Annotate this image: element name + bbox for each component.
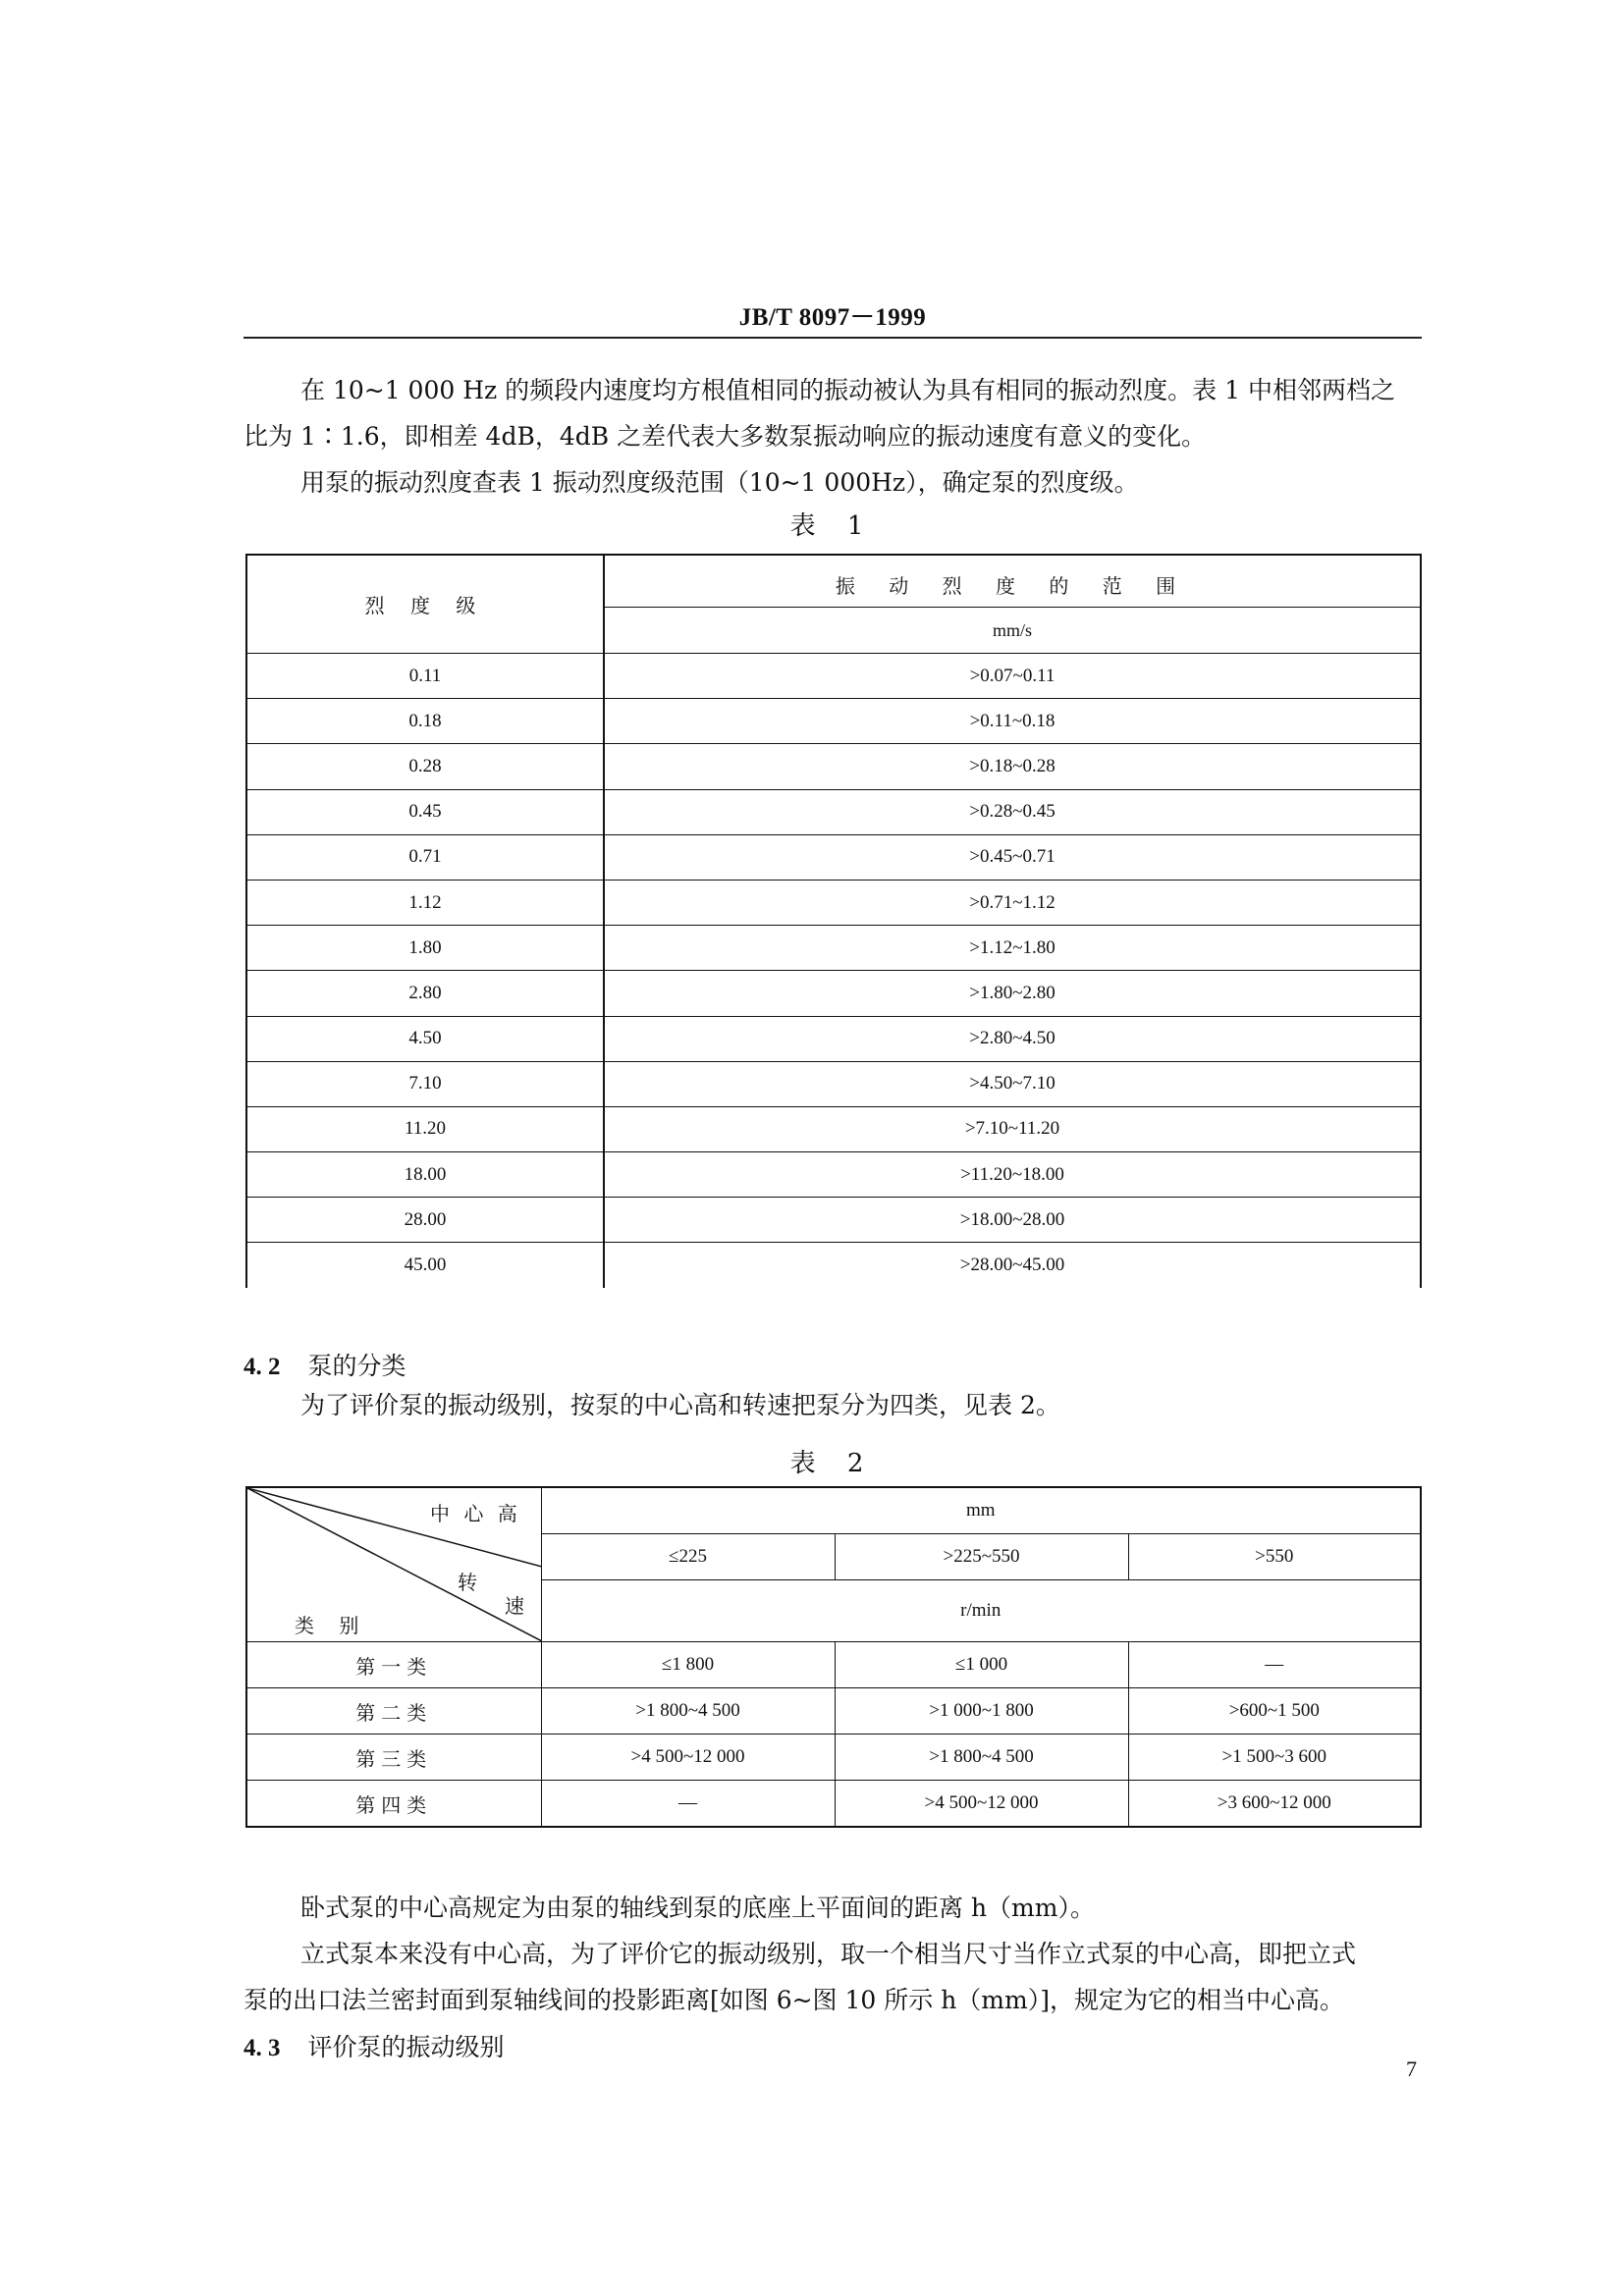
table-row <box>246 880 1421 925</box>
table2-diagonal-header <box>246 1487 541 1642</box>
table-row <box>246 1642 1421 1688</box>
table-row <box>246 1106 1421 1151</box>
table-row <box>246 789 1421 834</box>
category-label: 类 别 <box>295 1614 359 1637</box>
paragraph-horizontal-pump <box>244 1885 1427 1931</box>
severity-grade: 28.00 <box>246 1198 604 1243</box>
table1-col2-unit: mm/s <box>604 608 1421 654</box>
severity-range: >0.45~0.71 <box>604 834 1421 880</box>
severity-grade: 0.28 <box>246 744 604 789</box>
severity-range: >0.28~0.45 <box>604 789 1421 834</box>
section-title: 泵的分类 <box>307 1352 406 1380</box>
table-row <box>246 1781 1421 1828</box>
paragraph-2-text: 用泵的振动烈度查表 1 振动烈度级范围（10~1 000Hz），确定泵的烈度级。 <box>300 468 1139 497</box>
table-row <box>246 926 1421 971</box>
table-row <box>246 744 1421 789</box>
speed-label-1: 转 <box>458 1571 477 1594</box>
severity-range: >28.00~45.00 <box>604 1243 1421 1288</box>
table-row <box>246 1152 1421 1198</box>
table2-unit-mm: mm <box>541 1487 1421 1534</box>
table1-col2-header: 振 动 烈 度 的 范 围 <box>604 555 1421 608</box>
severity-grade: 0.71 <box>246 834 604 880</box>
section-4-2-heading <box>244 1347 406 1382</box>
table1-caption: 表 1 <box>789 511 876 541</box>
table-row <box>246 1061 1421 1106</box>
pump-category: 第一类 <box>246 1642 541 1688</box>
section-4-2-text <box>244 1382 1427 1428</box>
table2-col-header: >225~550 <box>835 1534 1128 1580</box>
paragraph-1 <box>244 367 1427 413</box>
severity-grade: 4.50 <box>246 1016 604 1061</box>
speed-range: >1 800~4 500 <box>835 1735 1128 1781</box>
table-row <box>246 1735 1421 1781</box>
severity-grade: 18.00 <box>246 1152 604 1198</box>
section-4-2-text-content: 为了评价泵的振动级别，按泵的中心高和转速把泵分为四类，见表 2。 <box>300 1391 1060 1419</box>
severity-grade: 0.45 <box>246 789 604 834</box>
speed-label-2: 速 <box>505 1594 524 1618</box>
severity-grade: 2.80 <box>246 971 604 1016</box>
speed-range: — <box>541 1781 835 1828</box>
speed-range: >3 600~12 000 <box>1128 1781 1421 1828</box>
table-row <box>246 654 1421 699</box>
severity-range: >4.50~7.10 <box>604 1061 1421 1106</box>
paragraph-1-text: 在 10~1 000 Hz 的频段内速度均方根值相同的振动被认为具有相同的振动烈度。表 1 中相邻两档之 <box>300 376 1395 404</box>
speed-range: >4 500~12 000 <box>541 1735 835 1781</box>
table2-unit-rpm: r/min <box>541 1580 1421 1642</box>
severity-range: >1.12~1.80 <box>604 926 1421 971</box>
table1-col1-header: 烈 度 级 <box>246 555 604 654</box>
section-4-3-heading <box>244 2028 505 2063</box>
severity-range: >0.11~0.18 <box>604 699 1421 744</box>
paragraph-vertical-pump-cont: 泵的出口法兰密封面到泵轴线间的投影距离[如图 6~图 10 所示 h（mm）]，规定为它的相当中心高。 <box>244 1986 1344 2014</box>
severity-range: >18.00~28.00 <box>604 1198 1421 1243</box>
document-header: JB/T 8097－1999 <box>738 304 927 331</box>
table2-col-header: ≤225 <box>541 1534 835 1580</box>
section-number: 4. 3 <box>244 2035 281 2061</box>
speed-range: >1 800~4 500 <box>541 1688 835 1735</box>
center-height-label: 中 心 高 <box>430 1502 521 1525</box>
table2-unit-mm-row <box>246 1487 1421 1534</box>
paragraph-2 <box>244 459 1427 506</box>
pump-category: 第三类 <box>246 1735 541 1781</box>
speed-range: ≤1 800 <box>541 1642 835 1688</box>
header-rule <box>244 337 1422 339</box>
page-number: 7 <box>1406 2056 1417 2081</box>
severity-range: >2.80~4.50 <box>604 1016 1421 1061</box>
severity-range: >11.20~18.00 <box>604 1152 1421 1198</box>
table-row <box>246 1016 1421 1061</box>
paragraph-horizontal-pump-text: 卧式泵的中心高规定为由泵的轴线到泵的底座上平面间的距离 h（mm）。 <box>300 1894 1095 1922</box>
table-row <box>246 1198 1421 1243</box>
paragraph-vertical-pump-text: 立式泵本来没有中心高，为了评价它的振动级别，取一个相当尺寸当作立式泵的中心高，即把立式 <box>300 1940 1357 1968</box>
severity-grade: 0.11 <box>246 654 604 699</box>
severity-range: >0.07~0.11 <box>604 654 1421 699</box>
paragraph-1-cont: 比为 1∶1.6，即相差 4dB，4dB 之差代表大多数泵振动响应的振动速度有意义的变化。 <box>244 422 1207 451</box>
speed-range: ≤1 000 <box>835 1642 1128 1688</box>
speed-range: >1 000~1 800 <box>835 1688 1128 1735</box>
table-row <box>246 971 1421 1016</box>
severity-grade: 1.12 <box>246 880 604 925</box>
severity-range: >0.71~1.12 <box>604 880 1421 925</box>
severity-grade: 7.10 <box>246 1061 604 1106</box>
pump-category: 第二类 <box>246 1688 541 1735</box>
severity-grade: 45.00 <box>246 1243 604 1288</box>
speed-range: >600~1 500 <box>1128 1688 1421 1735</box>
severity-range: >0.18~0.28 <box>604 744 1421 789</box>
table-row <box>246 699 1421 744</box>
pump-category: 第四类 <box>246 1781 541 1828</box>
table-row <box>246 834 1421 880</box>
table-row <box>246 1243 1421 1288</box>
severity-range: >1.80~2.80 <box>604 971 1421 1016</box>
severity-grade: 1.80 <box>246 926 604 971</box>
speed-range: >1 500~3 600 <box>1128 1735 1421 1781</box>
table1-header-row <box>246 555 1421 608</box>
severity-grade: 0.18 <box>246 699 604 744</box>
speed-range: — <box>1128 1642 1421 1688</box>
section-number: 4. 2 <box>244 1354 281 1380</box>
speed-range: >4 500~12 000 <box>835 1781 1128 1828</box>
table2-col-header: >550 <box>1128 1534 1421 1580</box>
table2 <box>245 1486 1422 1828</box>
table1 <box>245 554 1422 1288</box>
paragraph-vertical-pump <box>244 1931 1427 1977</box>
severity-range: >7.10~11.20 <box>604 1106 1421 1151</box>
table-row <box>246 1688 1421 1735</box>
severity-grade: 11.20 <box>246 1106 604 1151</box>
table2-caption: 表 2 <box>789 1449 876 1478</box>
section-title: 评价泵的振动级别 <box>307 2033 505 2061</box>
